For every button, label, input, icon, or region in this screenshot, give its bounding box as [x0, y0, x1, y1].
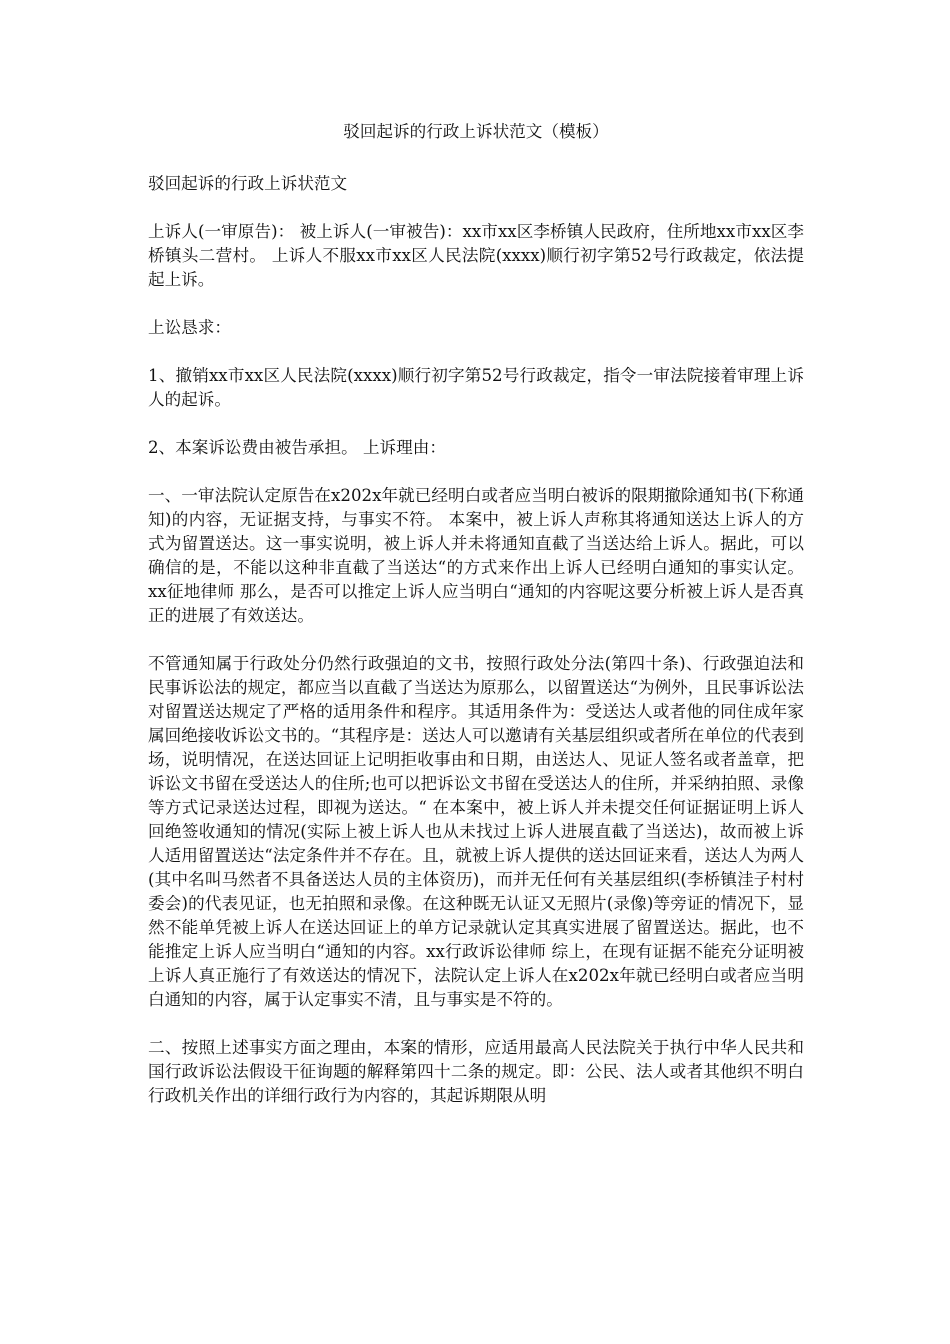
paragraph-subtitle: 驳回起诉的行政上诉状范文: [148, 174, 348, 193]
paragraph-claim-1: 1、撤销xx市xx区人民法院(xxxx)顺行初字第52号行政裁定，指令一审法院接着审理上诉人的起诉。: [148, 366, 804, 409]
paragraph-reason-2: 二、按照上述事实方面之理由，本案的情形，应适用最高人民法院关于执行中华人民共和国行政诉讼法假设干征询题的解释第四十二条的规定。即：公民、法人或者其他织不明白行政机关作出的详细行政行为内容的，其起诉期限从明: [148, 1038, 804, 1105]
paragraph-reason-1-detail: 不管通知属于行政处分仍然行政强迫的文书，按照行政处分法(第四十条)、行政强迫法和民事诉讼法的规定，都应当以直截了当送达为原那么，以留置送达“为例外，且民事诉讼法对留置送达规定了严格的适用条件和程序。其适用条件为：受送达人或者他的同住成年家属回绝接收诉讼文书的。“其程序是：送达人可以邀请有关基层组织或者所在单位的代表到场，说明情况，在送达回证上记明拒收事由和日期，由送达人、见证人签名或者盖章，把诉讼文书留在受送达人的住所;也可以把诉讼文书留在受送达人的住所，并采纳拍照、录像等方式记录送达过程，即视为送达。“ 在本案中，被上诉人并未提交任何证据证明上诉人回绝签收通知的情况(实际上被上诉人也从未找过上诉人进展直截了当送达)，故而被上诉人适用留置送达“法定条件并不存在。且，就被上诉人提供的送达回证来看，送达人为两人(其中名叫马然者不具备送达人员的主体资历)，而并无任何有关基层组织(李桥镇洼子村村委会)的代表见证，也无拍照和录像。在这种既无认证又无照片(录像)等旁证的情况下，显然不能单凭被上诉人在送达回证上的单方记录就认定其真实进展了留置送达。据此，也不能推定上诉人应当明白“通知的内容。xx行政诉讼律师 综上，在现有证据不能充分证明被上诉人真正施行了有效送达的情况下，法院认定上诉人在x202x年就已经明白或者应当明白通知的内容，属于认定事实不清，且与事实是不符的。: [148, 654, 804, 1009]
paragraph-claim-2: 2、本案诉讼费由被告承担。 上诉理由：: [148, 438, 446, 457]
paragraph-reason-1: 一、一审法院认定原告在x202x年就已经明白或者应当明白被诉的限期撤除通知书(下称通知)的内容，无证据支持，与事实不符。 本案中，被上诉人声称其将通知送达上诉人的方式为留置送达。这一事实说明，被上诉人并未将通知直截了当送达给上诉人。据此，可以确信的是，不能以这种非直截了当送达“的方式来作出上诉人已经明白通知的事实认定。 xx征地律师 那么，是否可以推定上诉人应当明白“通知的内容呢这要分析被上诉人是否真正的进展了有效送达。: [148, 486, 804, 625]
document-title: 驳回起诉的行政上诉状范文（模板）: [343, 122, 609, 141]
paragraph-parties: 上诉人(一审原告)： 被上诉人(一审被告)：xx市xx区李桥镇人民政府，住所地xx市xx区李桥镇头二营村。 上诉人不服xx市xx区人民法院(xxxx)顺行初字第52号行政裁定，依法提起上诉。: [148, 222, 804, 289]
paragraph-claims-heading: 上讼恳求：: [148, 318, 231, 337]
document-page: [148, 120, 804, 1132]
